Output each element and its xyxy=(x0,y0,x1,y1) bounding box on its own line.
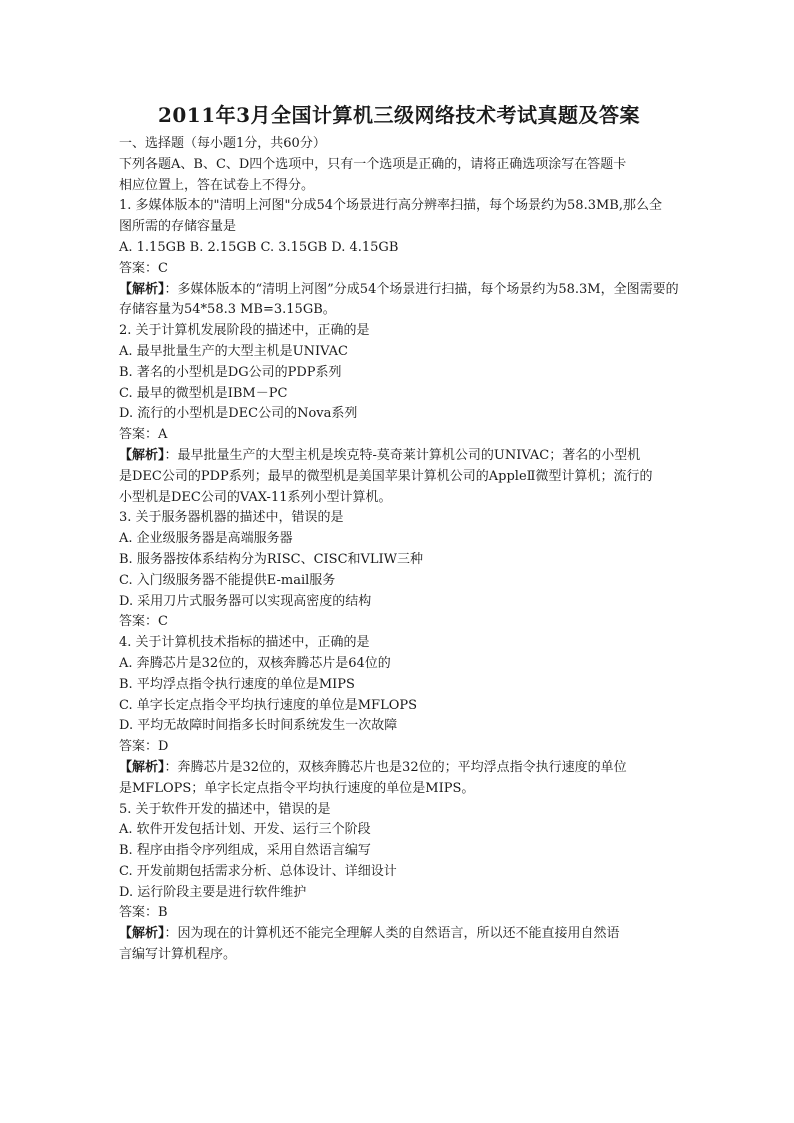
question-3-option-d: D. 采用刀片式服务器可以实现高密度的结构 xyxy=(119,593,372,609)
question-2-option-d: D. 流行的小型机是DEC公司的Nova系列 xyxy=(119,406,358,422)
question-1-stem: 1. 多媒体版本的"清明上河图"分成54个场景进行高分辨率扫描，每个场景约为58.3MB,那么全 xyxy=(119,198,662,214)
question-4-option-d: D. 平均无故障时间指多长时间系统发生一次故障 xyxy=(119,718,398,734)
doc-title: 2011年3月全国计算机三级网络技术考试真题及答案 xyxy=(157,103,641,127)
analysis-label: 【解析】 xyxy=(119,281,165,297)
question-5-option-d: D. 运行阶段主要是进行软件维护 xyxy=(119,884,307,900)
question-5-answer: 答案：B xyxy=(119,905,168,921)
analysis-text: ：最早批量生产的大型主机是埃克特-莫奇莱计算机公司的UNIVAC；著名的小型机 xyxy=(164,447,641,463)
question-5-option-a: A. 软件开发包括计划、开发、运行三个阶段 xyxy=(119,822,371,838)
question-4-answer: 答案：D xyxy=(119,739,169,755)
question-2-analysis xyxy=(119,446,679,467)
instruction-line: 相应位置上，答在试卷上不得分。 xyxy=(119,177,315,193)
question-4-option-b: B. 平均浮点指令执行速度的单位是MIPS xyxy=(119,676,355,692)
question-2-stem: 2. 关于计算机发展阶段的描述中，正确的是 xyxy=(119,323,370,339)
question-5-option-b: B. 程序由指令序列组成，采用自然语言编写 xyxy=(119,843,371,859)
question-1-analysis: 存储容量为54*58.3 MB=3.15GB。 xyxy=(119,302,336,318)
question-3-option-b: B. 服务器按体系结构分为RISC、CISC和VLIW三种 xyxy=(119,551,424,567)
question-2-analysis: 是DEC公司的PDP系列；最早的微型机是美国苹果计算机公司的AppleⅡ微型计算机；流行的 xyxy=(119,468,653,484)
question-2-option-b: B. 著名的小型机是DG公司的PDP系列 xyxy=(119,364,342,380)
section-heading: 一、选择题（每小题1分，共60分） xyxy=(119,136,326,151)
document-page xyxy=(119,100,679,966)
question-2-analysis: 小型机是DEC公司的VAX-11系列小型计算机。 xyxy=(119,489,392,505)
question-3-answer: 答案：C xyxy=(119,614,168,630)
question-3-option-a: A. 企业级服务器是高端服务器 xyxy=(119,531,293,547)
analysis-label: 【解析】 xyxy=(119,759,165,775)
analysis-text: ：多媒体版本的“清明上河图”分成54个场景进行扫描，每个场景约为58.3M，全图需要的 xyxy=(164,281,679,297)
question-5-option-c: C. 开发前期包括需求分析、总体设计、详细设计 xyxy=(119,863,397,879)
question-2-answer: 答案：A xyxy=(119,427,168,443)
question-3-option-c: C. 入门级服务器不能提供E-mail服务 xyxy=(119,572,336,588)
instruction-line: 下列各题A、B、C、D四个选项中，只有一个选项是正确的，请将正确选项涂写在答题卡 xyxy=(119,156,627,172)
question-2-option-a: A. 最早批量生产的大型主机是UNIVAC xyxy=(119,343,348,359)
question-4-option-c: C. 单字长定点指令平均执行速度的单位是MFLOPS xyxy=(119,697,418,713)
question-1-stem: 图所需的存储容量是 xyxy=(119,219,237,235)
analysis-text: ：奔腾芯片是32位的，双核奔腾芯片也是32位的；平均浮点指令执行速度的单位 xyxy=(164,759,627,775)
question-1-options: A. 1.15GB B. 2.15GB C. 3.15GB D. 4.15GB xyxy=(119,239,399,255)
question-5-analysis xyxy=(119,924,679,945)
analysis-label: 【解析】 xyxy=(119,447,165,463)
analysis-text: ：因为现在的计算机还不能完全理解人类的自然语言，所以还不能直接用自然语 xyxy=(164,926,620,942)
question-4-analysis xyxy=(119,758,679,779)
question-3-stem: 3. 关于服务器机器的描述中，错误的是 xyxy=(119,510,344,526)
question-4-analysis: 是MFLOPS；单字长定点指令平均执行速度的单位是MIPS。 xyxy=(119,780,475,796)
question-4-stem: 4. 关于计算机技术指标的描述中，正确的是 xyxy=(119,635,370,651)
analysis-label: 【解析】 xyxy=(119,926,165,942)
question-1-analysis xyxy=(119,280,679,301)
question-5-stem: 5. 关于软件开发的描述中，错误的是 xyxy=(119,801,331,817)
question-5-analysis: 言编写计算机程序。 xyxy=(119,947,237,963)
question-4-option-a: A. 奔腾芯片是32位的，双核奔腾芯片是64位的 xyxy=(119,655,391,671)
question-2-option-c: C. 最早的微型机是IBM－PC xyxy=(119,385,288,401)
question-1-answer: 答案：C xyxy=(119,260,168,276)
